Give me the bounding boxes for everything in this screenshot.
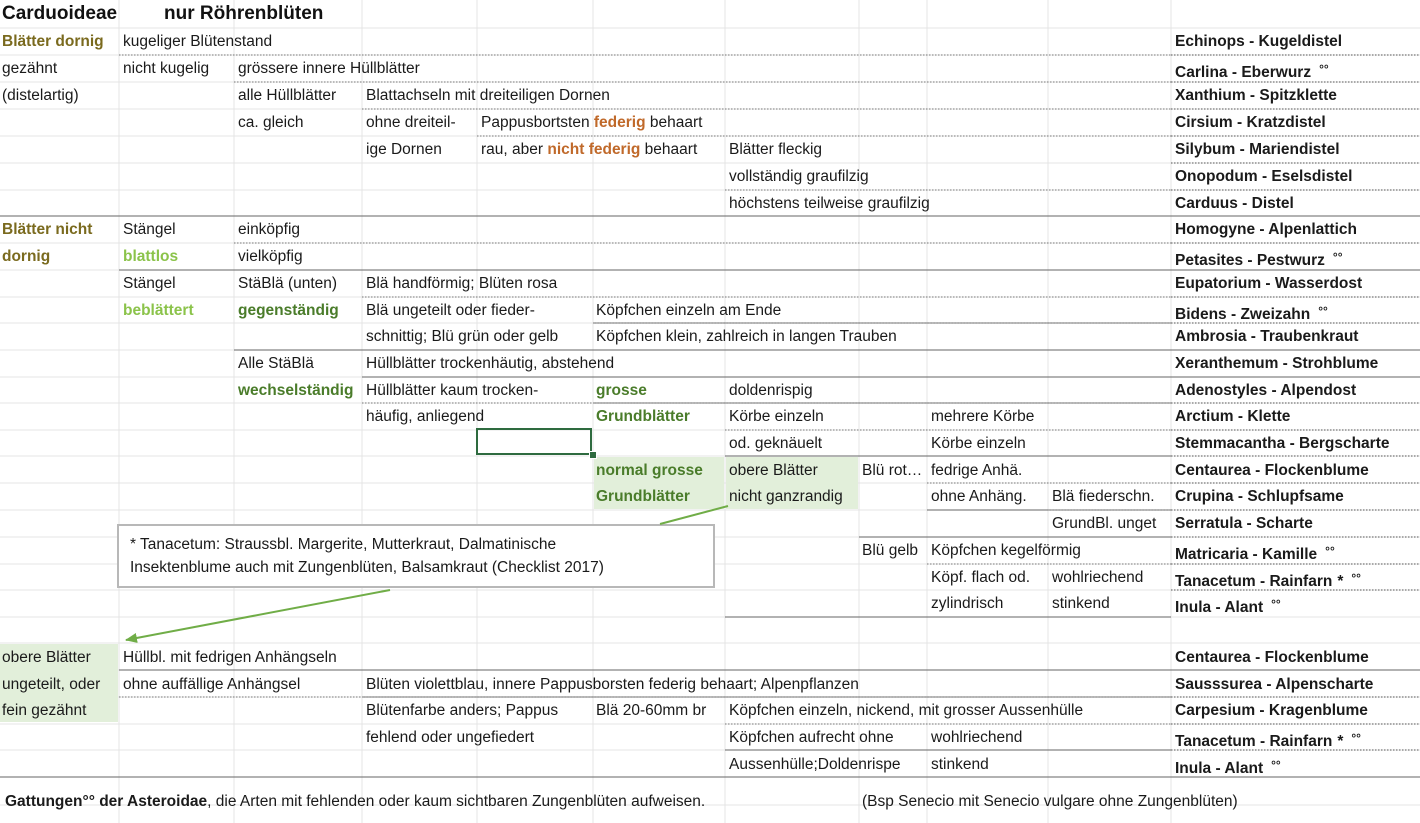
star-mark: * — [1337, 573, 1344, 590]
cell-blaetter-dornig[interactable]: Blätter dornig — [2, 33, 104, 50]
footer-asteroidae[interactable] — [5, 789, 705, 815]
cell[interactable]: Körbe einzeln — [729, 408, 824, 425]
genus-stemmacantha[interactable]: Stemmacantha - Bergscharte — [1175, 435, 1390, 452]
genus-onopodum[interactable]: Onopodum - Eselsdistel — [1175, 168, 1353, 185]
cell[interactable]: Blätter fleckig — [729, 141, 823, 158]
cell[interactable]: kugeliger Blütenstand — [123, 33, 273, 50]
cell-beblaettert[interactable]: beblättert — [123, 302, 194, 319]
cell-grosse[interactable]: grosse — [596, 382, 647, 399]
text: behaart — [645, 114, 703, 131]
genus-cirsium[interactable]: Cirsium - Kratzdistel — [1175, 114, 1326, 131]
cell[interactable]: Köpfchen klein, zahlreich in langen Trauben — [596, 328, 897, 345]
cell[interactable]: Stängel — [123, 221, 176, 238]
genus-inula[interactable] — [1175, 591, 1281, 617]
genus-carduus[interactable]: Carduus - Distel — [1175, 195, 1294, 212]
cell[interactable]: stinkend — [1052, 595, 1110, 612]
cell[interactable]: ohne Anhäng. — [931, 488, 1027, 505]
cell-dornig[interactable]: dornig — [2, 248, 51, 265]
cell[interactable]: StäBlä (unten) — [238, 275, 338, 292]
genus-name: Inula - Alant — [1175, 599, 1264, 616]
tanacetum-note-box[interactable] — [117, 524, 715, 588]
cell[interactable]: nicht kugelig — [123, 60, 210, 77]
cell[interactable]: Alle StäBlä — [238, 355, 314, 372]
cell[interactable]: Blä ungeteilt oder fieder- — [366, 302, 535, 319]
cell[interactable]: Aussenhülle;Doldenrispe — [729, 756, 901, 773]
text-nicht-federig: nicht federig — [547, 141, 641, 158]
cell[interactable]: Hüllblätter kaum trocken- — [366, 382, 539, 399]
cell-gegenstaendig[interactable]: gegenständig — [238, 302, 339, 319]
cell[interactable]: fehlend oder ungefiedert — [366, 729, 535, 746]
genus-ambrosia[interactable]: Ambrosia - Traubenkraut — [1175, 328, 1359, 345]
cell[interactable]: Blütenfarbe anders; Pappus — [366, 702, 559, 719]
degree-mark: °° — [1271, 597, 1281, 611]
genus-adenostyles[interactable]: Adenostyles - Alpendost — [1175, 382, 1357, 399]
text: rau, aber — [481, 141, 548, 158]
cell[interactable]: einköpfig — [238, 221, 301, 238]
cell-nicht-federig[interactable] — [481, 137, 697, 163]
degree-mark: °° — [1319, 62, 1329, 76]
genus-inula-2[interactable] — [1175, 752, 1281, 778]
genus-centaurea[interactable]: Centaurea - Flockenblume — [1175, 462, 1369, 479]
star-mark: * — [1337, 733, 1344, 750]
cell[interactable]: ca. gleich — [238, 114, 304, 131]
cell[interactable]: ige Dornen — [366, 141, 442, 158]
genus-carlina[interactable] — [1175, 56, 1329, 82]
cell[interactable]: wohlriechend — [1052, 569, 1144, 586]
degree-mark: °° — [1271, 758, 1281, 772]
genus-tanacetum-2[interactable] — [1175, 725, 1361, 751]
degree-mark: °° — [1332, 250, 1343, 264]
degree-mark: °° — [1318, 304, 1328, 318]
note-line-2: Insektenblume auch mit Zungenblüten, Balsamkraut (Checklist 2017) — [130, 559, 604, 576]
cell[interactable]: nicht ganzrandig — [729, 488, 843, 505]
cell[interactable]: GrundBl. unget — [1052, 515, 1157, 532]
genus-centaurea-2[interactable]: Centaurea - Flockenblume — [1175, 649, 1369, 666]
cell[interactable]: obere Blätter — [729, 462, 818, 479]
cell[interactable]: Blä 20-60mm br — [596, 702, 707, 719]
cell[interactable]: Köpfchen einzeln, nickend, mit grosser Aussenhülle — [729, 702, 1084, 719]
cell[interactable]: grössere innere Hüllblätter — [238, 60, 420, 77]
cell[interactable]: alle Hüllblätter — [238, 87, 337, 104]
cell-pappus-federig[interactable] — [481, 110, 702, 136]
cell[interactable]: Blä fiederschn. — [1052, 488, 1155, 505]
genus-xeranthemum[interactable]: Xeranthemum - Strohblume — [1175, 355, 1379, 372]
genus-name: Inula - Alant — [1175, 760, 1264, 777]
genus-matricaria[interactable] — [1175, 538, 1335, 564]
genus-carpesium[interactable]: Carpesium - Kragenblume — [1175, 702, 1368, 719]
text: Pappusbortsten — [481, 114, 594, 131]
footer-rest: , die Arten mit fehlenden oder kaum sichtbaren Zungenblüten aufweisen. — [207, 793, 706, 810]
cell-grundblaetter[interactable]: Grundblätter — [596, 408, 690, 425]
genus-name: Matricaria - Kamille — [1175, 546, 1318, 563]
cell[interactable]: Köpf. flach od. — [931, 569, 1031, 586]
genus-name: Petasites - Pestwurz — [1175, 252, 1325, 269]
cell[interactable]: Stängel — [123, 275, 176, 292]
cell[interactable]: ohne dreiteil- — [366, 114, 456, 131]
genus-echinops[interactable]: Echinops - Kugeldistel — [1175, 33, 1343, 50]
genus-saussurea[interactable]: Sausssurea - Alpenscharte — [1175, 676, 1374, 693]
cell[interactable]: höchstens teilweise graufilzig — [729, 195, 930, 212]
genus-name: Carlina - Eberwurz — [1175, 64, 1312, 81]
cell[interactable]: vollständig graufilzig — [729, 168, 869, 185]
genus-xanthium[interactable]: Xanthium - Spitzklette — [1175, 87, 1337, 104]
genus-arctium[interactable]: Arctium - Klette — [1175, 408, 1291, 425]
cell[interactable]: Hüllbl. mit fedrigen Anhängseln — [123, 649, 337, 666]
title-roehrenblueten[interactable]: nur Röhrenblüten — [164, 3, 324, 24]
genus-name: Bidens - Zweizahn — [1175, 306, 1311, 323]
cell[interactable]: Köpfchen einzeln am Ende — [596, 302, 782, 319]
genus-eupatorium[interactable]: Eupatorium - Wasserdost — [1175, 275, 1363, 292]
cell[interactable]: wohlriechend — [931, 729, 1023, 746]
degree-mark: °° — [1351, 731, 1361, 745]
cell[interactable]: zylindrisch — [931, 595, 1004, 612]
text: behaart — [640, 141, 698, 158]
note-line-1: * Tanacetum: Straussbl. Margerite, Mutterkraut, Dalmatinische — [130, 536, 557, 553]
genus-bidens[interactable] — [1175, 298, 1328, 324]
genus-tanacetum[interactable] — [1175, 565, 1361, 591]
cell[interactable]: schnittig; Blü grün oder gelb — [366, 328, 559, 345]
cell-normal-grosse[interactable]: normal grosse — [596, 462, 703, 479]
cell-grundblaetter-2[interactable]: Grundblätter — [596, 488, 690, 505]
cell[interactable]: Körbe einzeln — [931, 435, 1026, 452]
fill-handle[interactable] — [589, 451, 597, 459]
cell[interactable]: Hüllblätter trockenhäutig, abstehend — [366, 355, 615, 372]
genus-name: Tanacetum - Rainfarn — [1175, 733, 1333, 750]
genus-homogyne[interactable]: Homogyne - Alpenlattich — [1175, 221, 1357, 238]
cell[interactable]: gezähnt — [2, 60, 58, 77]
footer-bold: Gattungen°° der Asteroidae — [5, 793, 208, 810]
footer-senecio-note[interactable]: (Bsp Senecio mit Senecio vulgare ohne Zungenblüten) — [862, 793, 1238, 810]
cell[interactable]: Köpfchen aufrecht ohne — [729, 729, 894, 746]
cell[interactable]: (distelartig) — [2, 87, 79, 104]
cell[interactable]: doldenrispig — [729, 382, 813, 399]
cell[interactable]: vielköpfig — [238, 248, 303, 265]
cell[interactable]: obere Blätter — [2, 649, 91, 666]
genus-crupina[interactable]: Crupina - Schlupfsame — [1175, 488, 1344, 505]
degree-mark: °° — [1351, 571, 1361, 585]
cell[interactable]: Köpfchen kegelförmig — [931, 542, 1081, 559]
cell[interactable]: fedrige Anhä. — [931, 462, 1023, 479]
cell-blaetter-nicht[interactable]: Blätter nicht — [2, 221, 93, 238]
genus-petasites[interactable] — [1175, 244, 1343, 270]
cell-blattlos[interactable]: blattlos — [123, 248, 179, 265]
cell[interactable]: Blüten violettblau, innere Pappusborsten federig behaart; Alpenpflanzen — [366, 676, 859, 693]
cell[interactable]: Blü gelb — [862, 542, 919, 559]
cell[interactable]: od. geknäuelt — [729, 435, 823, 452]
genus-serratula[interactable]: Serratula - Scharte — [1175, 515, 1313, 532]
cell[interactable]: Blü rot… — [862, 462, 923, 479]
cell[interactable]: stinkend — [931, 756, 989, 773]
degree-mark: °° — [1325, 544, 1335, 558]
cell[interactable]: Blä handförmig; Blüten rosa — [366, 275, 558, 292]
cell[interactable]: ohne auffällige Anhängsel — [123, 676, 301, 693]
cell[interactable]: fein gezähnt — [2, 702, 87, 719]
cell[interactable]: häufig, anliegend — [366, 408, 485, 425]
selected-cell[interactable] — [476, 428, 592, 455]
cell[interactable]: ungeteilt, oder — [2, 676, 101, 693]
genus-silybum[interactable]: Silybum - Mariendistel — [1175, 141, 1340, 158]
cell-wechselstaendig[interactable]: wechselständig — [238, 382, 354, 399]
genus-name: Tanacetum - Rainfarn — [1175, 573, 1333, 590]
cell[interactable]: mehrere Körbe — [931, 408, 1035, 425]
cell[interactable]: Blattachseln mit dreiteiligen Dornen — [366, 87, 610, 104]
text-federig: federig — [593, 114, 646, 131]
title-carduoideae[interactable]: Carduoideae — [2, 3, 118, 24]
